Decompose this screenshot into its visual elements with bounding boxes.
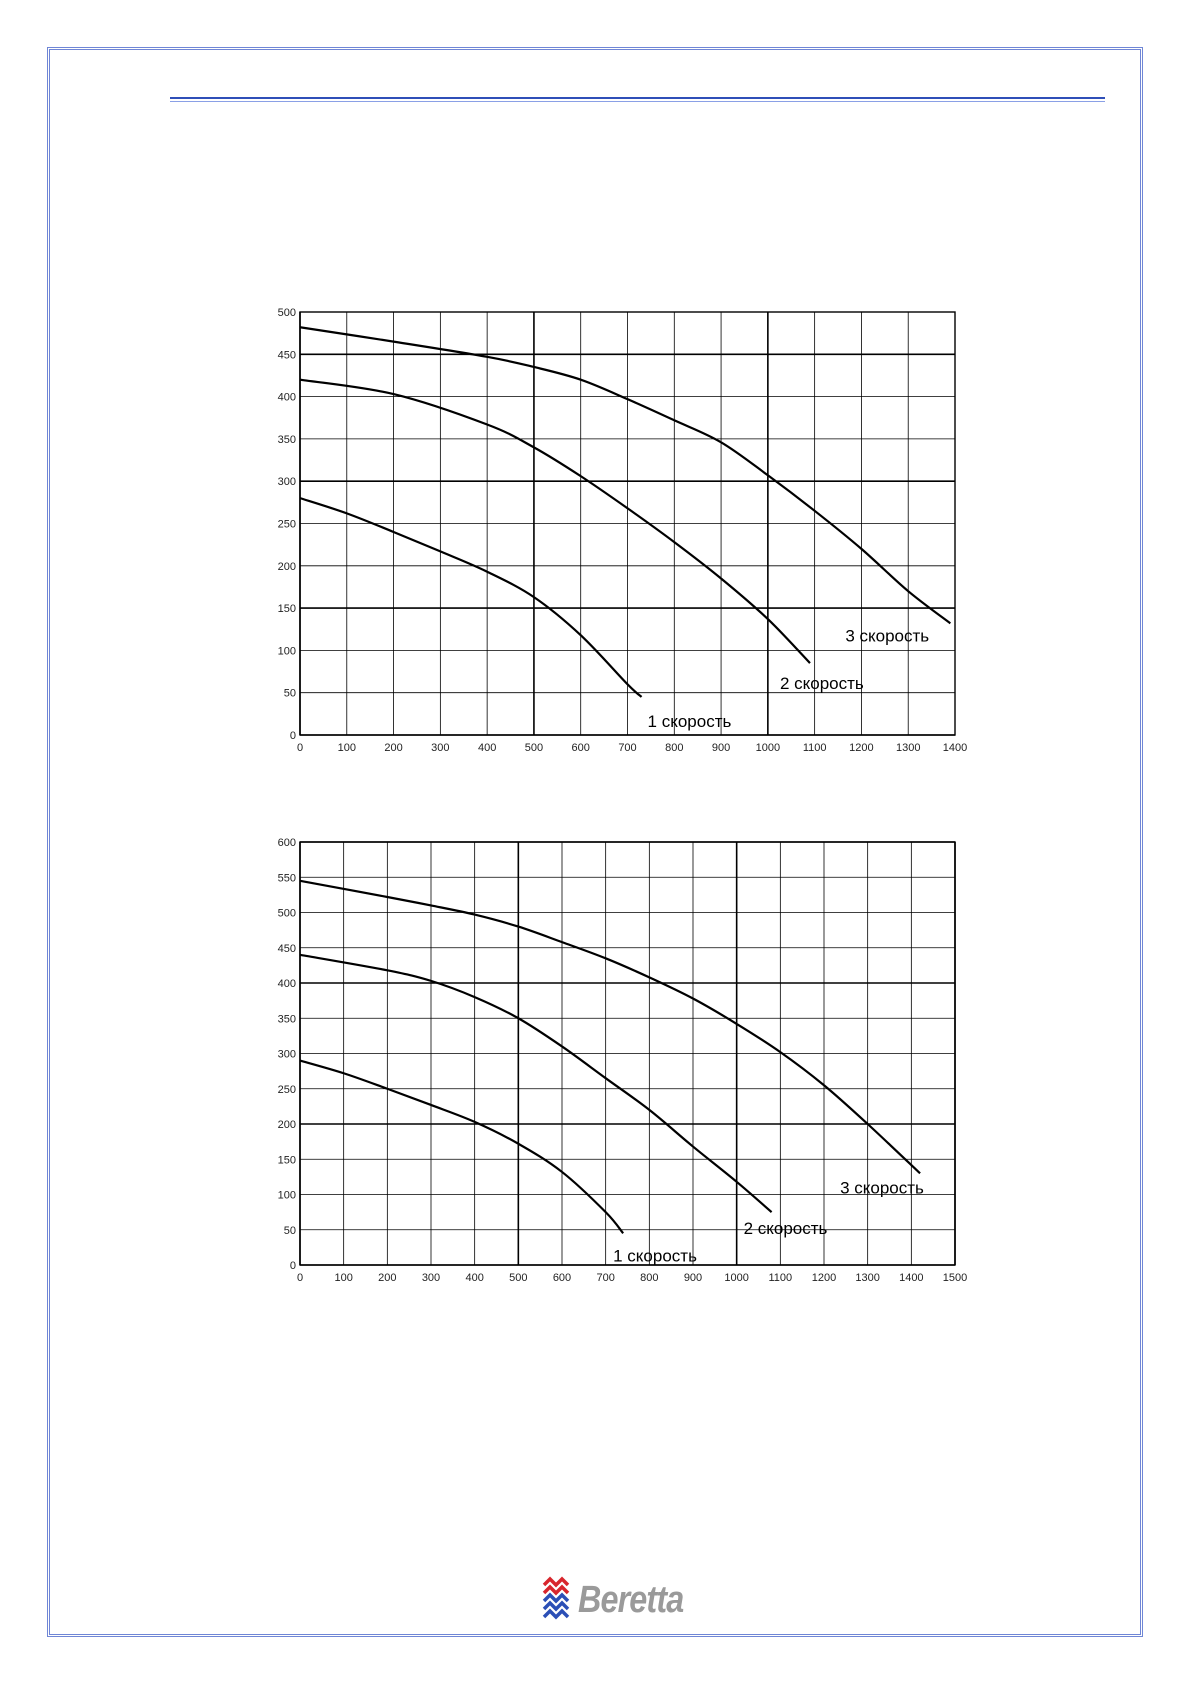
y-tick-label: 300 bbox=[277, 1048, 296, 1061]
y-tick-label: 200 bbox=[277, 1119, 296, 1131]
x-tick-label: 600 bbox=[571, 742, 590, 754]
y-tick-label: 500 bbox=[277, 307, 296, 319]
x-tick-label: 900 bbox=[711, 742, 731, 754]
chart-svg bbox=[277, 300, 970, 770]
y-tick-label: 150 bbox=[277, 603, 296, 616]
y-tick-label: 350 bbox=[277, 433, 296, 446]
y-tick-label: 600 bbox=[277, 837, 296, 849]
series-line-1 bbox=[300, 1061, 623, 1234]
x-tick-label: 100 bbox=[337, 742, 356, 754]
series-line-2 bbox=[300, 380, 810, 663]
series-label-2: 2 скорость bbox=[743, 1219, 828, 1239]
y-tick-label: 50 bbox=[283, 687, 296, 700]
series-label-2: 2 скорость bbox=[779, 674, 864, 694]
x-tick-label: 1100 bbox=[768, 1272, 793, 1284]
y-tick-label: 0 bbox=[289, 1260, 296, 1272]
x-tick-label: 900 bbox=[683, 1272, 703, 1284]
x-tick-label: 800 bbox=[665, 742, 684, 754]
x-tick-label: 500 bbox=[524, 742, 544, 754]
y-tick-label: 500 bbox=[277, 907, 296, 920]
chart-svg bbox=[277, 830, 970, 1300]
y-tick-label: 450 bbox=[277, 349, 296, 362]
beretta-logo-icon bbox=[540, 1575, 580, 1625]
y-tick-label: 250 bbox=[277, 1083, 296, 1096]
x-tick-label: 1200 bbox=[849, 742, 874, 754]
y-tick-label: 400 bbox=[277, 978, 296, 990]
y-tick-label: 300 bbox=[277, 476, 296, 489]
x-tick-label: 1400 bbox=[899, 1272, 924, 1284]
y-tick-label: 550 bbox=[277, 872, 296, 885]
x-tick-label: 400 bbox=[477, 742, 497, 754]
x-tick-label: 1300 bbox=[895, 742, 921, 754]
x-tick-label: 1400 bbox=[942, 742, 968, 754]
x-tick-label: 0 bbox=[296, 1272, 304, 1284]
y-tick-label: 100 bbox=[277, 645, 296, 658]
x-tick-label: 200 bbox=[378, 1272, 397, 1284]
x-tick-label: 800 bbox=[640, 1272, 659, 1284]
series-line-3 bbox=[300, 881, 920, 1174]
x-tick-label: 700 bbox=[618, 742, 637, 754]
x-tick-label: 1300 bbox=[855, 1272, 880, 1284]
x-tick-label: 300 bbox=[421, 1272, 441, 1284]
x-tick-label: 1100 bbox=[802, 742, 827, 754]
series-line-3 bbox=[300, 327, 950, 623]
pump-curve-chart-1 bbox=[277, 300, 970, 770]
x-tick-label: 500 bbox=[509, 1272, 528, 1284]
x-tick-label: 1000 bbox=[755, 742, 781, 754]
header-rule bbox=[170, 97, 1105, 102]
x-tick-label: 0 bbox=[296, 742, 304, 754]
series-label-1: 1 скорость bbox=[647, 711, 732, 731]
y-tick-label: 150 bbox=[277, 1154, 296, 1167]
y-tick-label: 350 bbox=[277, 1013, 296, 1026]
y-tick-label: 400 bbox=[277, 391, 296, 404]
x-tick-label: 400 bbox=[465, 1272, 484, 1284]
y-tick-label: 50 bbox=[283, 1224, 296, 1237]
series-label-3: 3 скорость bbox=[840, 1178, 924, 1198]
pump-curve-chart-2 bbox=[277, 830, 970, 1300]
y-tick-label: 200 bbox=[277, 560, 296, 573]
x-tick-label: 1000 bbox=[724, 1272, 749, 1284]
y-tick-label: 250 bbox=[277, 518, 296, 531]
x-tick-label: 600 bbox=[552, 1272, 572, 1284]
beretta-logo bbox=[540, 1575, 710, 1625]
beretta-logo-text: Beretta bbox=[578, 1579, 684, 1621]
x-tick-label: 300 bbox=[431, 742, 450, 754]
y-tick-label: 0 bbox=[289, 730, 296, 742]
x-tick-label: 200 bbox=[384, 742, 403, 754]
x-tick-label: 1500 bbox=[942, 1272, 968, 1284]
series-label-3: 3 скорость bbox=[845, 626, 930, 646]
x-tick-label: 700 bbox=[596, 1272, 615, 1284]
y-tick-label: 450 bbox=[277, 942, 296, 955]
series-line-1 bbox=[300, 498, 642, 697]
y-tick-label: 100 bbox=[277, 1189, 296, 1202]
series-label-1: 1 скорость bbox=[613, 1246, 697, 1266]
x-tick-label: 1200 bbox=[811, 1272, 837, 1284]
x-tick-label: 100 bbox=[334, 1272, 353, 1284]
